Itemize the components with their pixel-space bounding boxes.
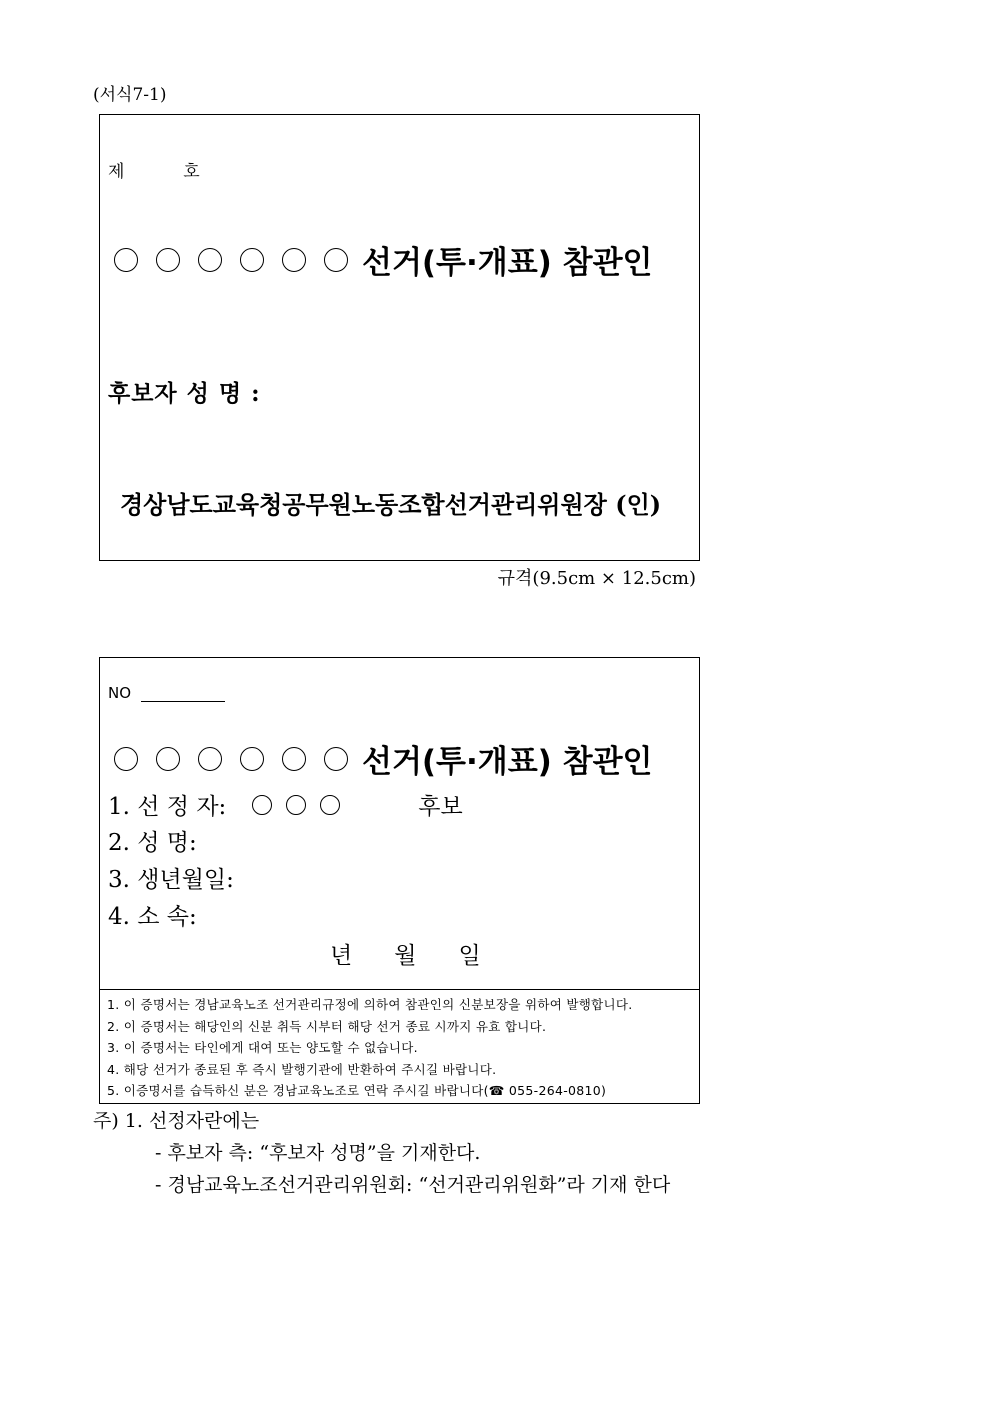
blank-circle-icon — [324, 747, 348, 771]
date-day: 일 — [458, 943, 481, 969]
observer-card-back — [99, 657, 700, 1104]
blank-circle-icon — [240, 747, 264, 771]
blank-circle-icon — [198, 248, 222, 272]
card1-title: 선거(투·개표) 참관인 — [362, 245, 653, 281]
selector-circles — [252, 795, 340, 815]
note-5: 5. 이증명서를 습득하신 분은 경남교육노조로 연락 주시길 바랍니다(☎ 055-264-0810) — [107, 1083, 607, 1098]
blank-circle-icon — [156, 248, 180, 272]
blank-circle-icon — [286, 795, 306, 815]
blank-circles — [114, 248, 348, 272]
observer-card-front — [99, 114, 700, 561]
blank-circle-icon — [156, 747, 180, 771]
note-1: 1. 이 증명서는 경남교육노조 선거관리규정에 의하여 참관인의 신분보장을 위하여 발행합니다. — [107, 997, 633, 1012]
item-name: 2. 성 명: — [108, 830, 197, 856]
item-affiliation: 4. 소 속: — [108, 904, 197, 930]
item-selector-label: 1. 선 정 자: — [108, 794, 227, 820]
item-selector-suffix: 후보 — [418, 794, 463, 820]
note-4: 4. 해당 선거가 종료된 후 즉시 발행기관에 반환하여 주시길 바랍니다. — [107, 1062, 497, 1077]
card2-title: 선거(투·개표) 참관인 — [362, 744, 653, 780]
no-field — [108, 684, 225, 702]
blank-circle-icon — [114, 248, 138, 272]
number-label — [108, 157, 200, 182]
blank-circle-icon — [114, 747, 138, 771]
no-label: NO — [108, 684, 132, 702]
issuer-line: 경상남도교육청공무원노동조합선거관리위원장 (인) — [120, 490, 662, 519]
blank-circle-icon — [324, 248, 348, 272]
item-selector — [108, 788, 463, 821]
number-label-b: 호 — [183, 162, 200, 182]
issue-date — [330, 937, 481, 970]
item-birthdate: 3. 생년월일: — [108, 867, 234, 893]
blank-circles — [114, 747, 348, 771]
blank-circle-icon — [252, 795, 272, 815]
date-month: 월 — [394, 943, 417, 969]
card1-title-row — [114, 237, 652, 282]
blank-circle-icon — [240, 248, 264, 272]
footnote-line-1: 주) 1. 선정자란에는 — [93, 1110, 260, 1132]
candidate-name-label: 후보자 성 명 : — [108, 380, 261, 407]
note-2: 2. 이 증명서는 해당인의 신분 취득 시부터 해당 선거 종료 시까지 유효 합니다. — [107, 1019, 547, 1034]
blank-circle-icon — [282, 248, 306, 272]
notes-section — [100, 989, 699, 1104]
note-3: 3. 이 증명서는 타인에게 대여 또는 양도할 수 없습니다. — [107, 1040, 418, 1055]
blank-circle-icon — [320, 795, 340, 815]
number-label-a: 제 — [108, 162, 125, 182]
card2-title-row — [114, 736, 652, 781]
date-year: 년 — [330, 943, 353, 969]
size-spec: 규격(9.5cm × 12.5cm) — [497, 568, 696, 589]
blank-circle-icon — [198, 747, 222, 771]
blank-circle-icon — [282, 747, 306, 771]
form-code: (서식7-1) — [93, 85, 167, 105]
no-blank-line — [141, 687, 225, 702]
footnote-line-2: - 후보자 측: “후보자 성명”을 기재한다. — [155, 1142, 481, 1164]
footnote-line-3: - 경남교육노조선거관리위원회: “선거관리위원화”라 기재 한다 — [155, 1174, 671, 1196]
